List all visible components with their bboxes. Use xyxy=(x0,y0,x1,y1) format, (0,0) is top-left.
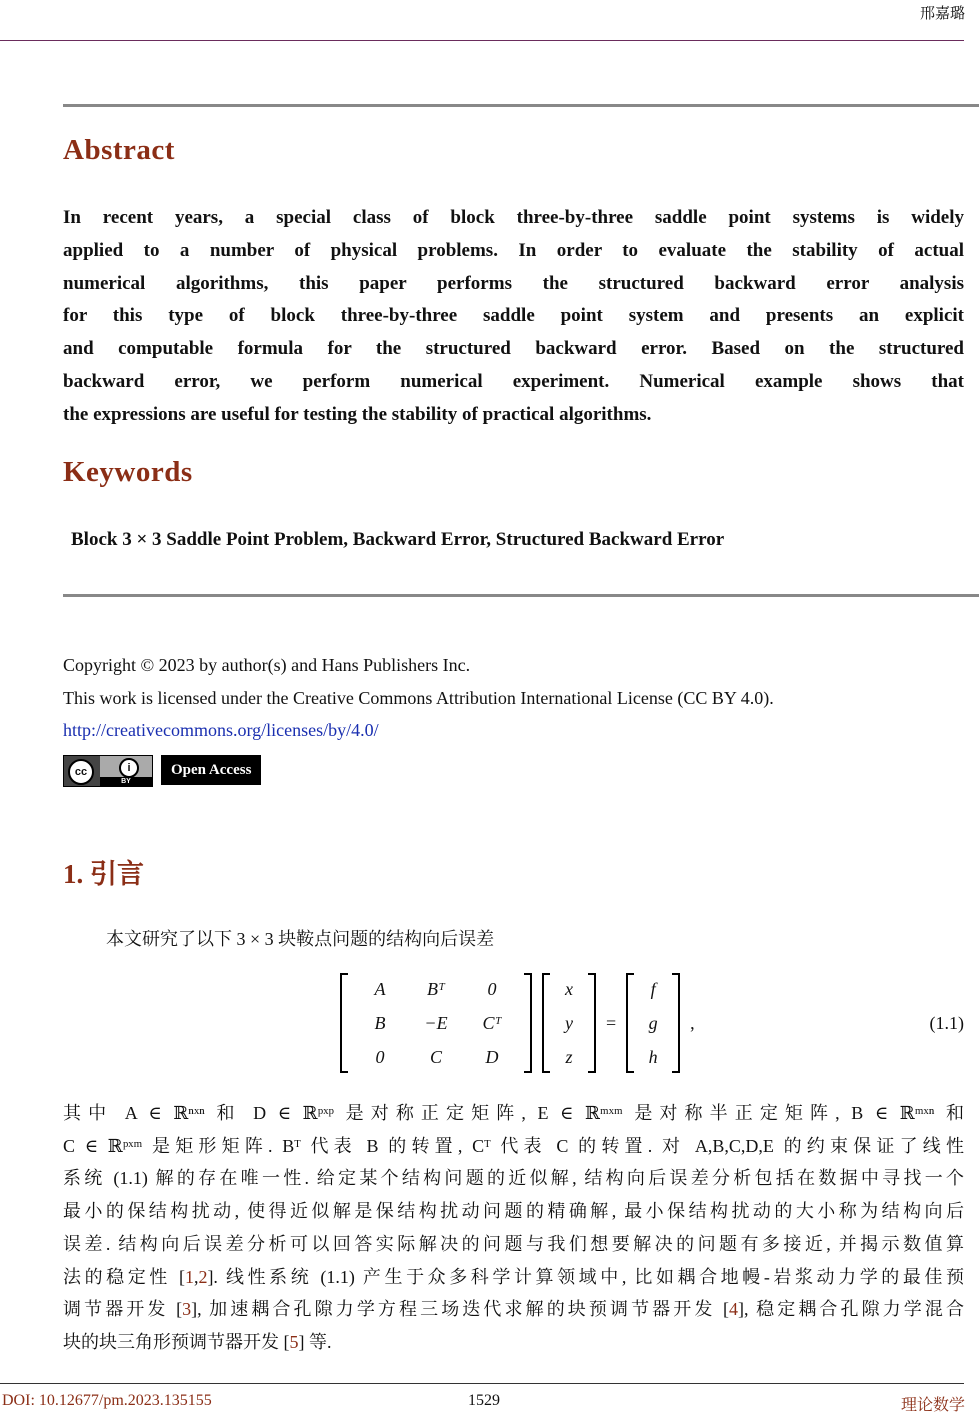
footer-rule xyxy=(0,1383,964,1384)
comma: , xyxy=(690,1012,695,1033)
abstract-line: applied to a number of physical problems. In order to evaluate the stability of actual xyxy=(63,239,964,261)
paragraph-line xyxy=(63,1197,964,1223)
text-segment: 其中 A ∈ ℝⁿˣⁿ 和 D ∈ ℝᵖˣᵖ 是对称正定矩阵, E ∈ ℝᵐˣᵐ 是对称半正定矩阵, B ∈ ℝᵐˣⁿ 和 xyxy=(63,1103,964,1123)
header-author: 邢嘉璐 xyxy=(919,6,965,22)
abstract-line: In recent years, a special class of block three-by-three saddle point systems is widely xyxy=(63,207,964,228)
abstract-line: numerical algorithms, this paper performs the structured backward error analysis xyxy=(63,272,964,294)
equation-number: (1.1) xyxy=(929,1013,964,1033)
paragraph-line xyxy=(63,1263,964,1289)
rhs-vector xyxy=(626,973,680,1073)
citation-link[interactable]: 4 xyxy=(729,1299,739,1320)
text-segment: ], 稳定耦合孔隙力学混合 xyxy=(738,1299,964,1320)
paragraph-line xyxy=(63,1295,964,1321)
text-segment: 法的稳定性 [ xyxy=(63,1266,185,1287)
abstract-line: for this type of block three-by-three saddle point system and presents an explicit xyxy=(63,305,964,327)
abstract-line: the expressions are useful for testing the stability of practical algorithms. xyxy=(63,403,652,425)
person-icon: i xyxy=(119,758,139,778)
citation-link[interactable]: 1 xyxy=(184,1266,194,1287)
matrix-entry: 0 xyxy=(375,1047,385,1067)
paragraph-line xyxy=(63,1132,964,1158)
text-segment: C ∈ ℝᵖˣᵐ 是矩形矩阵. Bᵀ 代表 B 的转置, Cᵀ 代表 C 的转置. 对 A,B,C,D,E 的约束保证了线性 xyxy=(63,1135,964,1156)
text-segment: , xyxy=(193,1266,199,1287)
license-link[interactable]: http://creativecommons.org/licenses/by/4.0/ xyxy=(63,720,379,740)
paragraph-line xyxy=(63,1230,964,1256)
abstract-line: and computable formula for the structured backward error. Based on the structured xyxy=(63,338,964,360)
journal-name: 理论数学 xyxy=(900,1397,965,1414)
equation-1-1 xyxy=(340,973,695,1073)
keywords-heading: Keywords xyxy=(63,456,193,488)
license-badges xyxy=(63,755,261,787)
section-heading: 1. 引言 xyxy=(63,859,144,889)
coefficient-matrix xyxy=(340,973,532,1073)
cc-by-badge[interactable]: cc i BY xyxy=(63,755,153,787)
text-segment: ] 等. xyxy=(298,1331,332,1352)
citation-link[interactable]: 2 xyxy=(198,1266,208,1287)
header-rule xyxy=(0,40,964,41)
page-number: 1529 xyxy=(468,1392,500,1409)
divider xyxy=(63,594,979,597)
keywords-text: Block 3 × 3 Saddle Point Problem, Backward Error, Structured Backward Error xyxy=(71,529,725,550)
equals-sign: = xyxy=(606,1012,617,1033)
paragraph-line xyxy=(63,1164,964,1190)
matrix-entry: B xyxy=(374,1013,386,1033)
matrix-entry: −E xyxy=(424,1013,448,1033)
license-line: This work is licensed under the Creative Commons Attribution International License (CC BY 4.0). xyxy=(63,688,774,708)
intro-text: 本文研究了以下 3 × 3 块鞍点问题的结构向后误差 xyxy=(106,929,495,949)
matrix-entry: D xyxy=(485,1047,499,1067)
abstract-line: backward error, we perform numerical experiment. Numerical example shows that xyxy=(63,371,964,392)
matrix-entry: A xyxy=(374,979,386,999)
text-segment: 调节器开发 [ xyxy=(63,1299,183,1320)
matrix-entry: z xyxy=(565,1047,573,1067)
matrix-entry: x xyxy=(565,979,573,999)
text-segment: ], 加速耦合孔隙力学方程三场迭代求解的块预调节器开发 [ xyxy=(191,1299,730,1320)
open-access-badge: Open Access xyxy=(161,755,261,785)
paragraph-line xyxy=(63,1099,964,1125)
text-segment: 块的块三角形预调节器开发 [ xyxy=(63,1331,290,1352)
matrix-entry: f xyxy=(650,979,656,999)
matrix-entry: 0 xyxy=(487,979,497,999)
copyright-line: Copyright © 2023 by author(s) and Hans Publishers Inc. xyxy=(63,655,471,675)
text-segment: 误差. 结构向后误差分析可以回答实际解决的问题与我们想要解决的问题有多接近, 并揭示数值算 xyxy=(63,1233,964,1254)
matrix-entry: g xyxy=(648,1013,658,1033)
abstract-heading: Abstract xyxy=(63,134,175,166)
citation-link[interactable]: 3 xyxy=(182,1299,192,1320)
matrix-entry: h xyxy=(648,1047,658,1067)
matrix-entry: y xyxy=(565,1013,573,1033)
unknown-vector xyxy=(542,973,596,1073)
text-segment: 最小的保结构扰动, 使得近似解是保结构扰动问题的精确解, 最小保结构扰动的大小称为结构向后 xyxy=(63,1201,964,1222)
text-segment: ]. 线性系统 (1.1) 产生于众多科学计算领域中, 比如耦合地幔-岩浆动力学的最佳预 xyxy=(207,1266,964,1287)
cc-icon: cc xyxy=(68,759,94,785)
text-segment: 系统 (1.1) 解的存在唯一性. 给定某个结构问题的近似解, 结构向后误差分析包括在数据中寻找一个 xyxy=(63,1168,964,1189)
matrix-entry: Cᵀ xyxy=(482,1013,502,1033)
matrix-entry: Bᵀ xyxy=(427,979,445,999)
footer-doi[interactable]: DOI: 10.12677/pm.2023.135155 xyxy=(2,1392,212,1409)
divider xyxy=(63,104,979,107)
citation-link[interactable]: 5 xyxy=(289,1331,299,1352)
matrix-entry: C xyxy=(429,1047,442,1067)
paragraph-line xyxy=(63,1328,964,1354)
